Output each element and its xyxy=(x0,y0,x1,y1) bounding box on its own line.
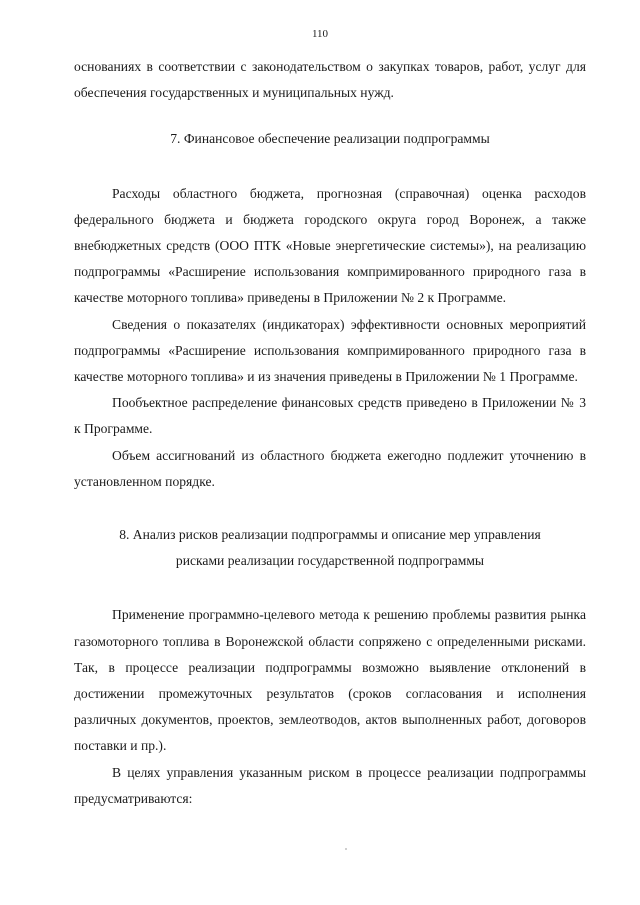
scan-speck xyxy=(345,848,347,850)
section-heading-8-line1: 8. Анализ рисков реализации подпрограммы и описание мер управления xyxy=(119,527,541,543)
paragraph-risk-management: В целях управления указанным риском в процессе реализации подпрограммы предусматриваются: xyxy=(74,764,586,806)
page-number: 110 xyxy=(311,28,329,40)
paragraph-expenses: Расходы областного бюджета, прогнозная (справочная) оценка расходов федерального бюджета и бюджета городского округа город Воронеж, а также внебюджетных средств (ООО ПТК «Новые энергетические системы»), на реализацию подпрограммы «Расширение использования компримированного природного газа в качестве моторного топлива» приведены в Приложении № 2 к Программе. xyxy=(74,185,586,306)
section-heading-7: 7. Финансовое обеспечение реализации подпрограммы xyxy=(170,131,490,147)
paragraph-distribution: Пообъектное распределение финансовых средств приведено в Приложении № 3 к Программе. xyxy=(74,395,586,437)
paragraph-indicators: Сведения о показателях (индикаторах) эффективности основных мероприятий подпрограммы «Расширение использования компримированного природного газа в качестве моторного топлива» и из значения приведены в Приложении № 1 Программе. xyxy=(74,316,586,385)
page-content xyxy=(74,54,586,812)
paragraph-allocations: Объем ассигнований из областного бюджета ежегодно подлежит уточнению в установленном порядке. xyxy=(74,447,586,489)
section-heading-8-line2: рисками реализации государственной подпрограммы xyxy=(175,553,485,569)
paragraph-risks: Применение программно-целевого метода к решению проблемы развития рынка газомоторного топлива в Воронежской области сопряжено с определенными рисками. Так, в процессе реализации подпрограммы возможно выявление отклонений в достижении промежуточных результатов (сроков согласования и исполнения различных документов, проектов, землеотводов, актов выполненных работ, договоров поставки и пр.). xyxy=(74,607,586,754)
paragraph-continuation: основаниях в соответствии с законодательством о закупках товаров, работ, услуг для обеспечения государственных и муниципальных нужд. xyxy=(74,59,586,101)
